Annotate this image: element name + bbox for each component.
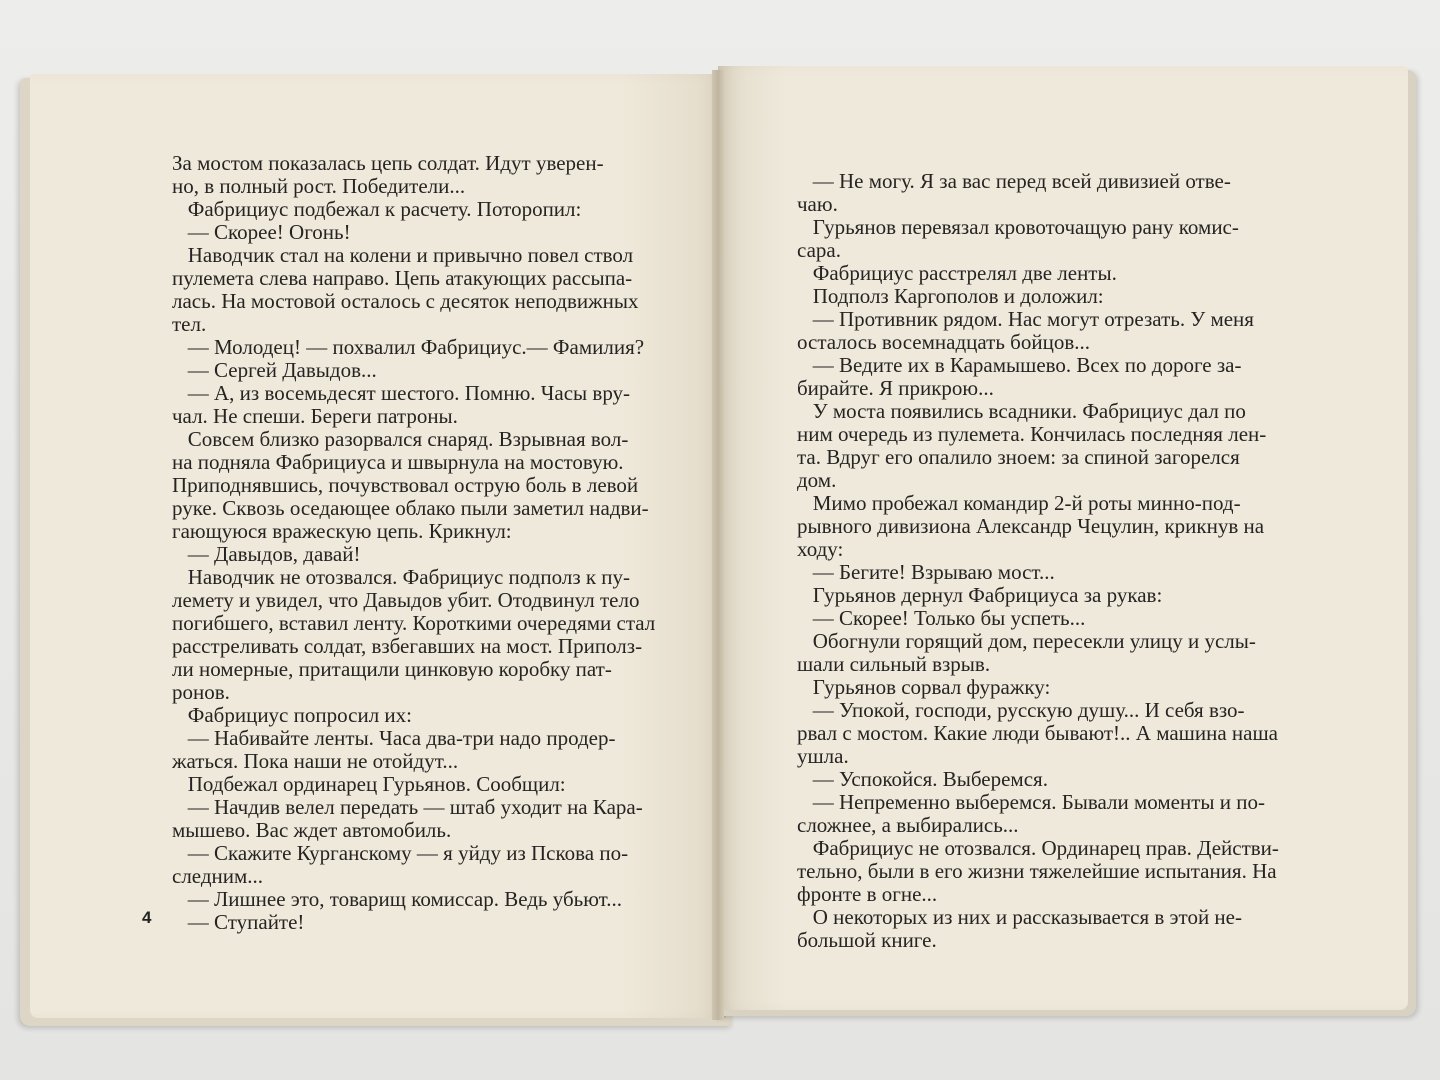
text-line: — Молодец! — похвалил Фабрициус.— Фамилия?: [172, 336, 645, 359]
text-line: сара.: [797, 239, 841, 262]
text-line: расстреливать солдат, взбегавших на мост. Приполз-: [172, 635, 643, 658]
text-line: фронте в огне...: [797, 883, 938, 906]
text-line: — Давыдов, давай!: [172, 543, 361, 566]
text-line: — Успокойся. Выберемся.: [797, 768, 1048, 791]
text-line: Фабрициус расстрелял две ленты.: [797, 262, 1117, 285]
text-line: дом.: [797, 469, 837, 492]
text-line: тельно, были в его жизни тяжелейшие испытания. На: [797, 860, 1277, 883]
text-line: жаться. Пока наши не отойдут...: [172, 750, 459, 773]
text-line: Гурьянов сорвал фуражку:: [797, 676, 1051, 699]
text-line: Обогнули горящий дом, пересекли улицу и услы-: [797, 630, 1256, 653]
text-line: та. Вдруг его опалило зноем: за спиной загорелся: [797, 446, 1240, 469]
text-line: руке. Сквозь оседающее облако пыли заметил надви-: [172, 497, 649, 520]
page-number: 4: [142, 908, 152, 927]
text-line: — Скорее! Огонь!: [172, 221, 351, 244]
text-line: — Ступайте!: [172, 911, 305, 934]
text-line: тел.: [172, 313, 207, 336]
text-line: — Набивайте ленты. Часа два-три надо продер-: [172, 727, 616, 750]
text-line: Мимо пробежал командир 2-й роты минно-под-: [797, 492, 1241, 515]
text-line: Приподнявшись, почувствовал острую боль в левой: [172, 474, 639, 497]
text-line: на подняла Фабрициуса и швырнула на мостовую.: [172, 451, 624, 474]
text-line: Гурьянов перевязал кровоточащую рану комис-: [797, 216, 1239, 239]
text-line: Фабрициус подбежал к расчету. Поторопил:: [172, 198, 582, 221]
text-line: — Не могу. Я за вас перед всей дивизией отве-: [797, 170, 1231, 193]
text-line: Совсем близко разорвался снаряд. Взрывная вол-: [172, 428, 629, 451]
text-line: ушла.: [797, 745, 849, 768]
text-line: У моста появились всадники. Фабрициус дал по: [797, 400, 1246, 423]
text-line: большой книге.: [797, 929, 937, 952]
text-line: гающуюся вражескую цепь. Крикнул:: [172, 520, 512, 543]
text-line: осталось восемнадцать бойцов...: [797, 331, 1091, 354]
text-line: — Скажите Курганскому — я уйду из Пскова по-: [172, 842, 629, 865]
text-line: ним очередь из пулемета. Кончилась последняя лен-: [797, 423, 1267, 446]
text-line: лась. На мостовой осталось с десяток неподвижных: [172, 290, 639, 313]
text-line: — Ведите их в Карамышево. Всех по дороге за-: [797, 354, 1242, 377]
text-line: мышево. Вас ждет автомобиль.: [172, 819, 452, 842]
text-line: чал. Не спеши. Береги патроны.: [172, 405, 458, 428]
text-line: За мостом показалась цепь солдат. Идут уверен-: [172, 152, 604, 175]
text-line: бирайте. Я прикрою...: [797, 377, 994, 400]
text-line: ронов.: [172, 681, 230, 704]
text-line: — Лишнее это, товарищ комиссар. Ведь убьют...: [172, 888, 623, 911]
text-line: Наводчик не отозвался. Фабрициус подполз к пу-: [172, 566, 631, 589]
text-line: лемету и увидел, что Давыдов убит. Отодвинул тело: [172, 589, 640, 612]
text-line: Подполз Каргополов и доложил:: [797, 285, 1104, 308]
text-line: О некоторых из них и рассказывается в этой не-: [797, 906, 1242, 929]
text-line: следним...: [172, 865, 264, 888]
text-line: — Начдив велел передать — штаб уходит на Кара-: [172, 796, 643, 819]
text-line: Наводчик стал на колени и привычно повел ствол: [172, 244, 634, 267]
text-line: — Противник рядом. Нас могут отрезать. У меня: [797, 308, 1254, 331]
text-line: ли номерные, притащили цинковую коробку пат-: [172, 658, 612, 681]
text-line: чаю.: [797, 193, 838, 216]
text-line: Подбежал ординарец Гурьянов. Сообщил:: [172, 773, 566, 796]
text-line: Фабрициус попросил их:: [172, 704, 412, 727]
book-spine-gutter: [712, 70, 724, 1020]
text-line: — Непременно выберемся. Бывали моменты и по-: [797, 791, 1265, 814]
text-line: — Сергей Давыдов...: [172, 359, 377, 382]
text-line: Гурьянов дернул Фабрициуса за рукав:: [797, 584, 1163, 607]
text-line: — Бегите! Взрываю мост...: [797, 561, 1055, 584]
text-line: Фабрициус не отозвался. Ординарец прав. Действи-: [797, 837, 1279, 860]
text-line: но, в полный рост. Победители...: [172, 175, 466, 198]
text-line: — А, из восемьдесят шестого. Помню. Часы вру-: [172, 382, 631, 405]
text-line: погибшего, вставил ленту. Короткими очередями стал: [172, 612, 656, 635]
text-line: пулемета слева направо. Цепь атакующих рассыпа-: [172, 267, 633, 290]
text-line: рвал с мостом. Какие люди бывают!.. А машина наша: [797, 722, 1278, 745]
text-line: шали сильный взрыв.: [797, 653, 991, 676]
text-line: ходу:: [797, 538, 844, 561]
left-page-text: [172, 152, 672, 934]
text-line: — Упокой, господи, русскую душу... И себя взо-: [797, 699, 1245, 722]
right-page-text: [797, 170, 1317, 952]
text-line: — Скорее! Только бы успеть...: [797, 607, 1086, 630]
text-line: рывного дивизиона Александр Чецулин, крикнув на: [797, 515, 1265, 538]
text-line: сложнее, а выбирались...: [797, 814, 1019, 837]
